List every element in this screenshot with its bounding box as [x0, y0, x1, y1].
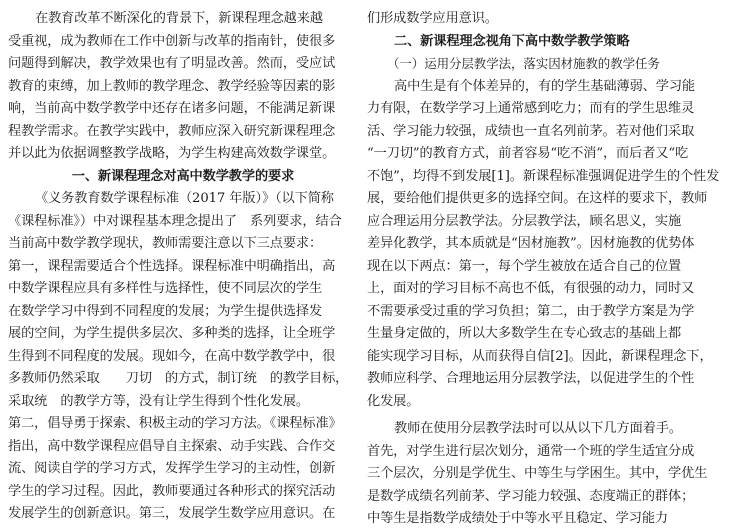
text-line: 流、阅读自学的学习方式，发挥学生学习的主动性，创新 — [8, 461, 336, 476]
text-line: 发展学生的创新意识。第三，发展学生数学应用意识。在 — [8, 506, 336, 521]
text-line: 多教师仍然采取 刀切 的方式，制订统 的教学目标， — [8, 371, 349, 386]
text-line: 中数学课程应具有多样性与选择性，使不同层次的学生 — [8, 281, 323, 296]
section-heading-1: 一、新课程理念对高中数学教学的要求 — [71, 168, 295, 184]
implementation-paragraph — [367, 418, 731, 531]
text-line: 在教育改革不断深化的背景下，新课程理念越来越 — [35, 11, 323, 26]
text-line: 能实现学习目标，从而获得自信[2]。因此，新课程理念下， — [367, 348, 713, 364]
subsection-heading: （一）运用分层教学法，落实因材施教的教学任务 — [387, 56, 660, 71]
text-line: 第二，倡导勇于探索、积极主动的学习方法。《课程标准》 — [8, 416, 342, 431]
text-line: 生量身定做的，所以大多数学生在专心致志的基础上都 — [367, 326, 682, 341]
text-line: 指出，高中数学课程应倡导自主探索、动手实践、合作交 — [8, 438, 336, 454]
intro-paragraph — [8, 8, 358, 166]
layered-teaching-paragraph — [367, 76, 731, 414]
text-line: 不饱”，均得不到发展[1]。新课程标准强调促进学生的个性发 — [367, 168, 720, 184]
text-line: 活、学习能力较强，成绩也一直名列前茅。若对他们采取 — [367, 123, 695, 139]
text-line: 教师应科学、合理地运用分层教学法，以促进学生的个性 — [367, 371, 695, 386]
text-line: 当前高中数学教学现状，教师需要注意以下三点要求： — [8, 236, 323, 251]
text-line: 展的空间，为学生提供多层次、多种类的选择，让全班学 — [8, 326, 336, 341]
text-line: 学生的学习过程。因此，教师要通过各种形式的探究活动 — [8, 483, 336, 499]
text-line: 力有限，在数学学习上通常感到吃力；而有的学生思维灵 — [367, 101, 695, 116]
requirements-paragraph — [8, 188, 358, 526]
text-line: 并以此为依据调整教学战略，为学生构建高效数学课堂。 — [8, 146, 336, 161]
text-line: 受重视，成为教师在工作中创新与改革的指南针，使很多 — [8, 33, 336, 49]
text-line: 上，面对的学习目标不高也不低，有很强的动力，同时又 — [367, 281, 695, 296]
text-line: 《课程标准》）中对课程基本理念提出了 系列要求，结合 — [8, 213, 342, 229]
text-line: 中等生是指数学成绩处于中等水平且稳定、学习能力 — [367, 511, 669, 526]
text-line: 程教学需求。在教学实践中，教师应深入研究新课程理念 — [8, 123, 336, 139]
text-line: “一刀切”的教育方式，前者容易“吃不消”，而后者又“吃 — [367, 146, 689, 161]
text-line: 生得到不同程度的发展。现如今，在高中数学教学中，很 — [8, 348, 336, 364]
text-line: 展，要给他们提供更多的选择空间。在这样的要求下，教师 — [367, 191, 708, 206]
text-line: 首先，对学生进行层次划分，通常一个班的学生适宜分成 — [367, 443, 695, 459]
text-line: 不需要承受过重的学习负担；第二，由于教学方案是为学 — [367, 303, 695, 319]
text-line: 化发展。 — [367, 393, 420, 409]
text-line: 响，当前高中数学教学中还存在诸多问题，不能满足新课 — [8, 101, 336, 116]
text-line: 是数学成绩名列前茅、学习能力较强、态度端正的群体； — [367, 488, 695, 504]
text-line: 教育的束缚，加上教师的教学理念、教学经验等因素的影 — [8, 78, 336, 94]
text-line: 应合理运用分层教学法。分层教学法，顾名思义，实施 — [367, 213, 682, 229]
left-column — [8, 0, 358, 526]
text-line: 采取统 的教学方等，没有让学生得到个性化发展。 — [8, 393, 310, 409]
text-line: 《义务教育数学课程标准（2017 年版）》（以下简称 — [35, 191, 334, 206]
text-line: 现在以下两点：第一，每个学生被放在适合自己的位置 — [367, 258, 682, 274]
text-line: 问题得到解决，教学效果也有了明显改善。然而，受应试 — [8, 56, 336, 71]
text-line: 差异化教学，其本质就是“因材施教”。因材施教的优势体 — [367, 236, 695, 251]
text-line: 在数学学习中得到不同程度的发展；为学生提供选择发 — [8, 303, 323, 319]
text-line-carryover: 们形成数学应用意识。 — [367, 11, 498, 26]
section-heading-2: 二、新课程理念视角下高中数学教学策略 — [394, 33, 630, 49]
text-line: 第一，课程需要适合个性选择。课程标准中明确指出，高 — [8, 258, 336, 274]
text-line: 三个层次，分别是学优生、中等生与学困生。其中，学优生 — [367, 466, 708, 481]
text-line: 教师在使用分层教学法时可以从以下几方面着手。 — [394, 421, 682, 436]
text-line: 高中生是有个体差异的，有的学生基础薄弱、学习能 — [394, 78, 696, 94]
right-column — [367, 0, 731, 531]
